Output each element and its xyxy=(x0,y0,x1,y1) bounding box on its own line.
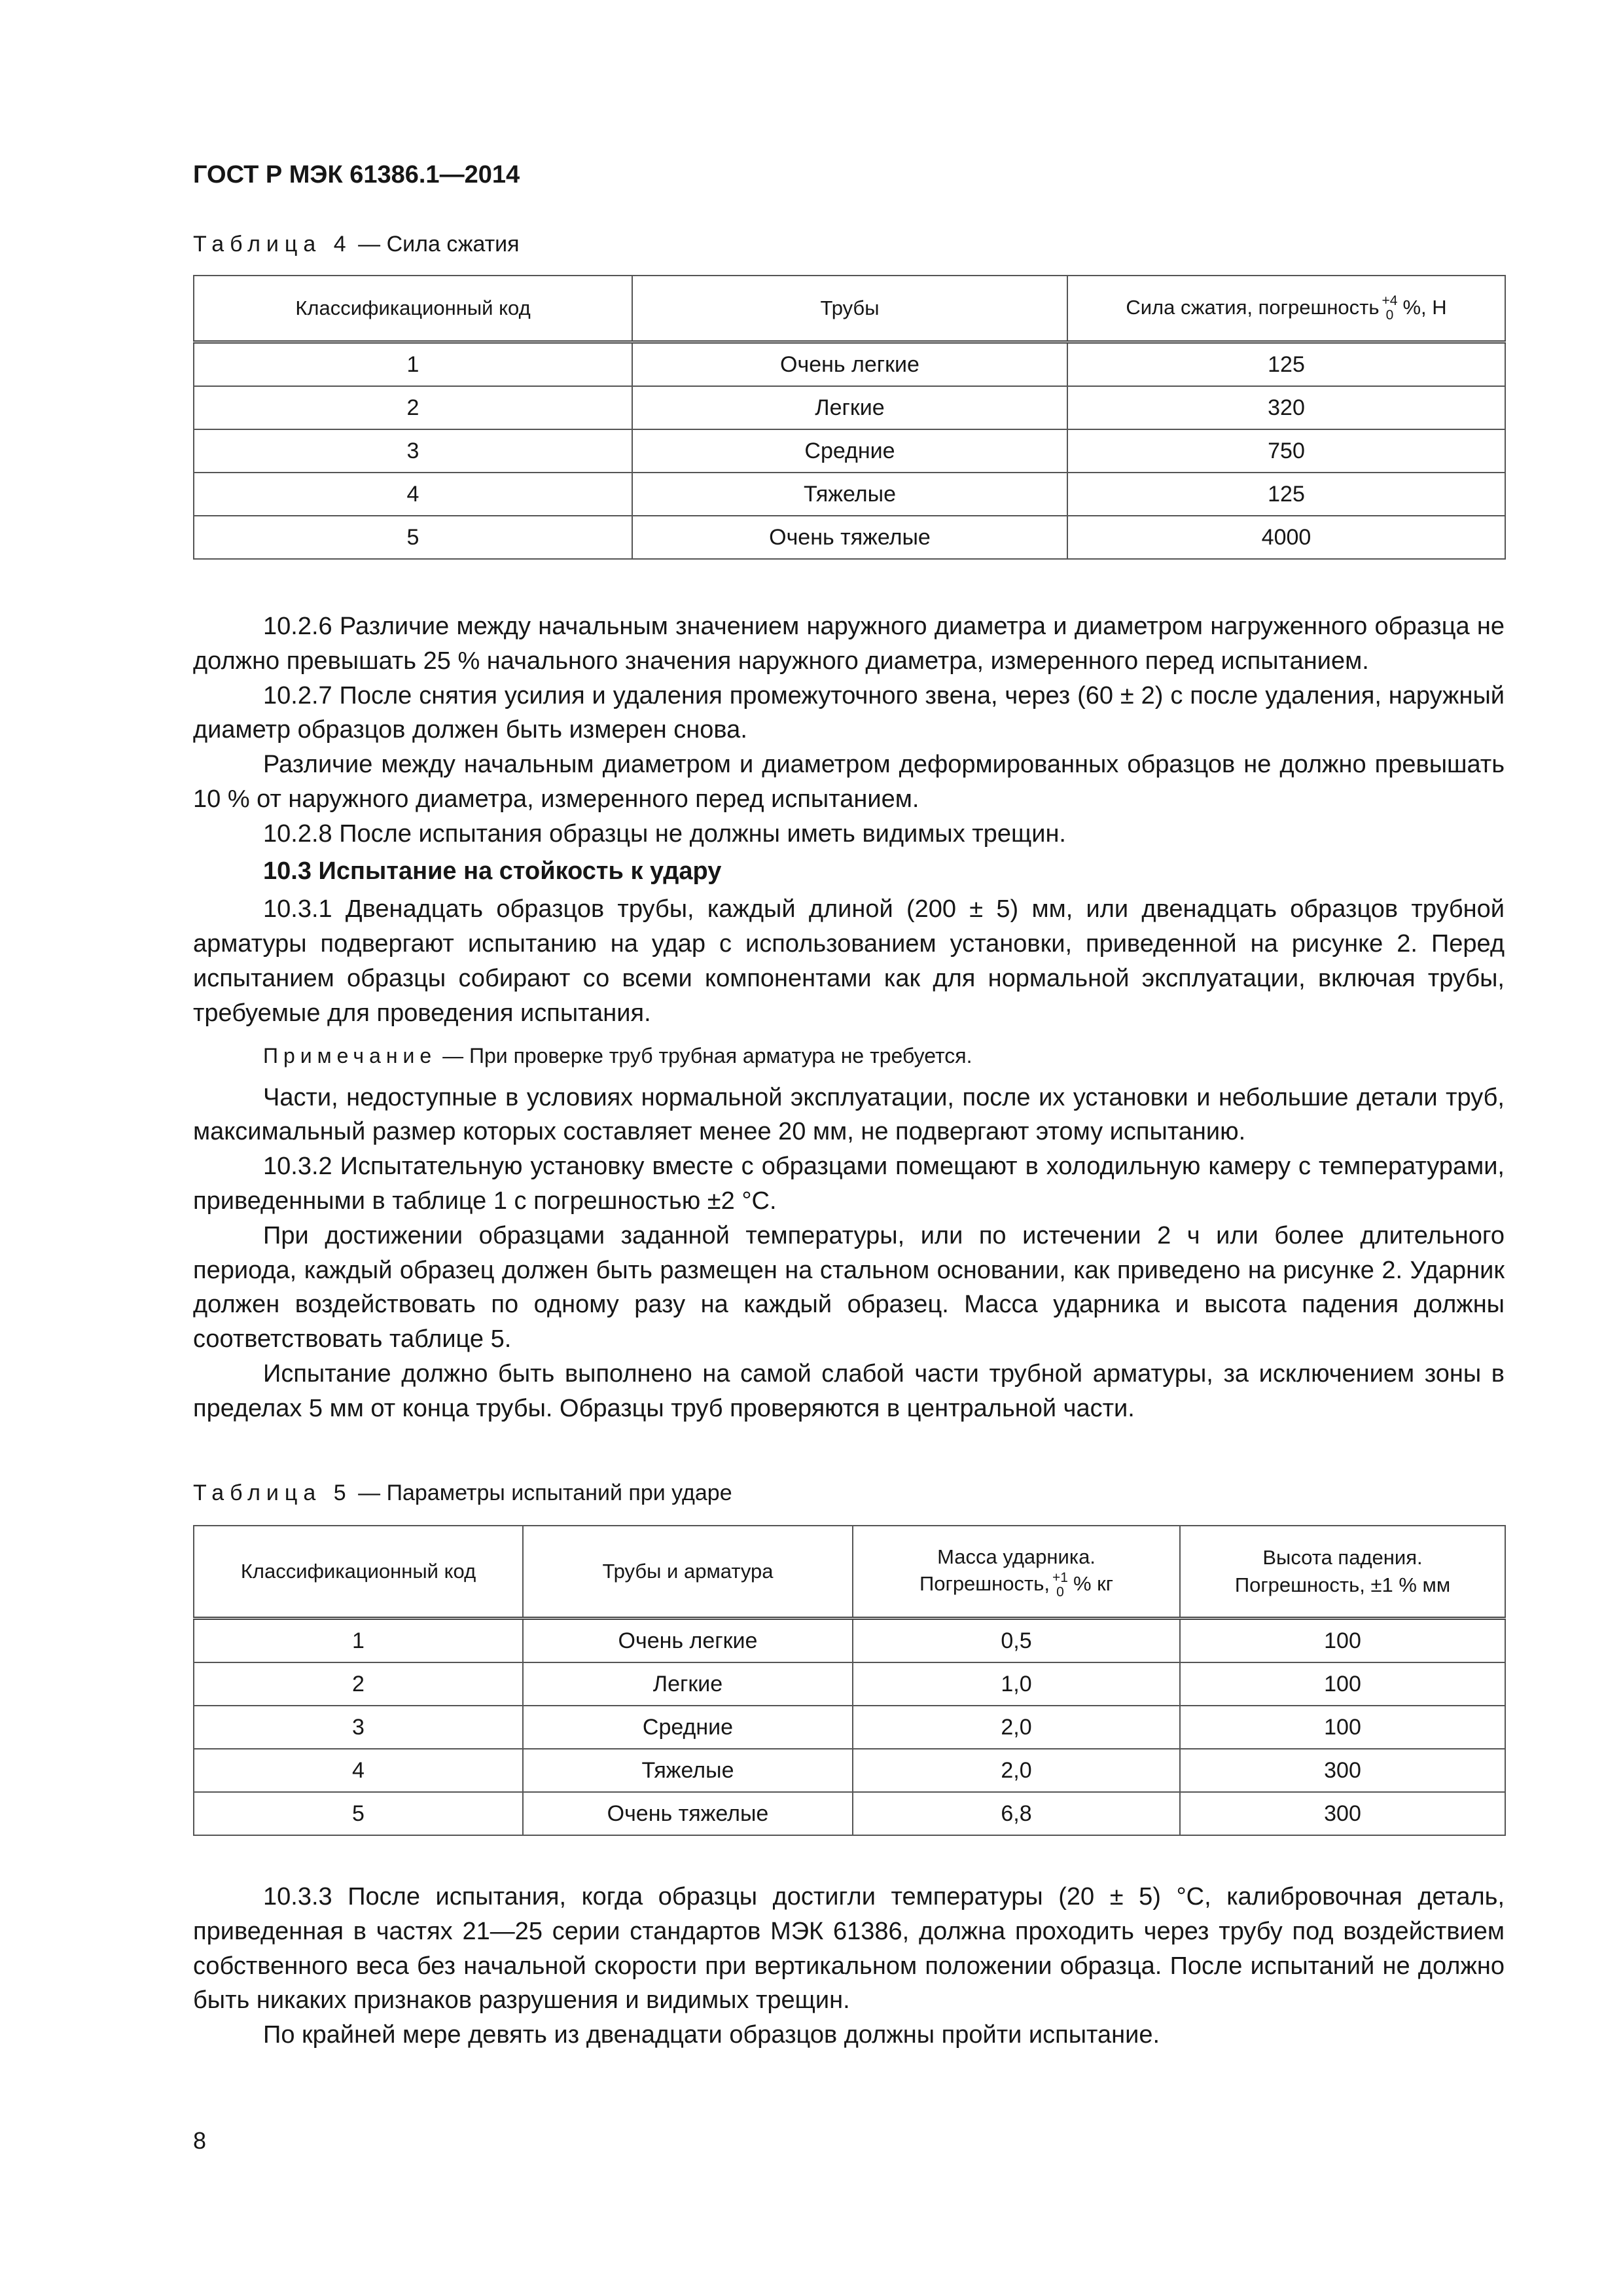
table5-mass-cell: 0,5 xyxy=(853,1619,1180,1663)
table5-type-cell: Средние xyxy=(523,1706,853,1749)
table-row xyxy=(194,1662,1505,1706)
table4-tolerance xyxy=(1382,294,1398,323)
table5-mass-cell: 1,0 xyxy=(853,1662,1180,1706)
table5-caption-dash: — xyxy=(358,1480,381,1505)
table5-code-cell: 3 xyxy=(194,1706,523,1749)
table5-col3-line2 xyxy=(859,1570,1174,1600)
table5-caption-label: Таблица 5 xyxy=(193,1480,352,1505)
table4-type-cell: Очень легкие xyxy=(632,342,1067,387)
table5-tolerance-upper: +1 xyxy=(1052,1570,1068,1586)
table5-caption xyxy=(193,1480,732,1506)
table-row xyxy=(194,342,1505,387)
table5-col-striker-mass xyxy=(853,1526,1180,1619)
compression-force-table xyxy=(193,275,1506,560)
table4-code-cell: 4 xyxy=(194,473,632,516)
note-label: Примечание xyxy=(263,1043,437,1067)
table5-tolerance xyxy=(1052,1571,1068,1600)
table4-tolerance-lower: 0 xyxy=(1385,308,1394,323)
table4-code-cell: 2 xyxy=(194,386,632,429)
impact-test-parameters-table xyxy=(193,1525,1506,1836)
table-row xyxy=(194,473,1505,516)
table-row xyxy=(194,1749,1505,1792)
body-text-section-1 xyxy=(193,609,1505,1426)
paragraph-inaccessible-parts: Части, недоступные в условиях нормальной эксплуатации, после их установки и небольшие детали труб, максимальный размер которых составляет менее 20 мм, не подвергают этому испытанию. xyxy=(193,1083,1505,1146)
table4-force-cell: 4000 xyxy=(1067,516,1505,559)
paragraph-10-2-6: 10.2.6 Различие между начальным значением наружного диаметра и диаметром нагруженного образца не должно превышать 25 % начального значения наружного диаметра, измеренного перед испытанием. xyxy=(193,613,1505,675)
paragraph-10-3-3: 10.3.3 После испытания, когда образцы достигли температуры (20 ± 5) °С, калибровочная деталь, приведенная в частях 21—25 серии стандартов МЭК 61386, должна проходить через трубу под воздействием собственного веса без начальной скорости при вертикальном положении образца. После испытаний не должно быть никаких признаков разрушения и видимых трещин. xyxy=(193,1883,1505,2015)
table4-force-cell: 125 xyxy=(1067,473,1505,516)
table4-col3-unit: %, Н xyxy=(1402,295,1447,319)
table5-mass-cell: 2,0 xyxy=(853,1749,1180,1792)
table-row xyxy=(194,516,1505,559)
table4-force-cell: 750 xyxy=(1067,429,1505,473)
table5-height-cell: 300 xyxy=(1180,1792,1505,1835)
table5-type-cell: Очень тяжелые xyxy=(523,1792,853,1835)
table5-col4-line1: Высота падения. xyxy=(1262,1546,1423,1570)
table5-header-row xyxy=(194,1526,1505,1619)
table5-height-cell: 100 xyxy=(1180,1706,1505,1749)
table-row xyxy=(194,1792,1505,1835)
table5-type-cell: Очень легкие xyxy=(523,1619,853,1663)
table-row xyxy=(194,1619,1505,1663)
paragraph-nine-of-twelve: По крайней мере девять из двенадцати образцов должны пройти испытание. xyxy=(263,2021,1160,2049)
table5-height-cell: 100 xyxy=(1180,1662,1505,1706)
table4-type-cell: Тяжелые xyxy=(632,473,1067,516)
table4-type-cell: Легкие xyxy=(632,386,1067,429)
table4-caption xyxy=(193,232,520,257)
paragraph-diameter-difference: Различие между начальным диаметром и диаметром деформированных образцов не должно превышать 10 % от наружного диаметра, измеренного перед испытанием. xyxy=(193,751,1505,813)
table4-force-cell: 125 xyxy=(1067,342,1505,387)
body-text-section-2 xyxy=(193,1880,1505,2053)
table5-col-classification-code: Классификационный код xyxy=(194,1526,523,1619)
table-row xyxy=(194,386,1505,429)
document-header: ГОСТ Р МЭК 61386.1—2014 xyxy=(193,161,520,188)
table-row xyxy=(194,1706,1505,1749)
table5-col-tubes-fittings: Трубы и арматура xyxy=(523,1526,853,1619)
table5-col3-label: Погрешность, xyxy=(919,1572,1050,1596)
table5-height-cell: 300 xyxy=(1180,1749,1505,1792)
table5-type-cell: Тяжелые xyxy=(523,1749,853,1792)
table5-caption-title: Параметры испытаний при ударе xyxy=(386,1480,732,1505)
table-row xyxy=(194,429,1505,473)
table4-code-cell: 3 xyxy=(194,429,632,473)
table4-tolerance-upper: +4 xyxy=(1382,293,1398,309)
table5-col4-line2: Погрешность, ±1 % мм xyxy=(1234,1573,1451,1596)
table5-code-cell: 5 xyxy=(194,1792,523,1835)
paragraph-10-3-2: 10.3.2 Испытательную установку вместе с образцами помещают в холодильную камеру с температурами, приведенными в таблице 1 с погрешностью ±2 °С. xyxy=(193,1153,1505,1215)
paragraph-10-3-1: 10.3.1 Двенадцать образцов трубы, каждый длиной (200 ± 5) мм, или двенадцать образцов трубной арматуры подвергают испытанию на удар с использованием установки, приведенной на рисунке 2. Перед испытанием образцы собирают со всеми компонентами как для нормальной эксплуатации, включая трубы, требуемые для проведения испытания. xyxy=(193,895,1505,1027)
table5-type-cell: Легкие xyxy=(523,1662,853,1706)
table5-height-cell: 100 xyxy=(1180,1619,1505,1663)
table4-type-cell: Средние xyxy=(632,429,1067,473)
table5-col-drop-height xyxy=(1180,1526,1505,1619)
table4-caption-title: Сила сжатия xyxy=(386,232,520,257)
paragraph-weakest-part: Испытание должно быть выполнено на самой слабой части трубной арматуры, за исключением зоны в пределах 5 мм от конца трубы. Образцы труб проверяются в центральной части. xyxy=(193,1359,1505,1422)
table4-col-tubes: Трубы xyxy=(632,276,1067,342)
paragraph-10-2-8: 10.2.8 После испытания образцы не должны иметь видимых трещин. xyxy=(263,819,1066,848)
table4-caption-label: Таблица 4 xyxy=(193,232,352,257)
table4-col3-text: Сила сжатия, погрешность xyxy=(1126,295,1380,319)
table4-code-cell: 5 xyxy=(194,516,632,559)
table5-code-cell: 2 xyxy=(194,1662,523,1706)
table5-mass-cell: 6,8 xyxy=(853,1792,1180,1835)
note-paragraph xyxy=(193,1040,1505,1071)
table4-force-cell: 320 xyxy=(1067,386,1505,429)
table4-code-cell: 1 xyxy=(194,342,632,387)
table4-caption-dash: — xyxy=(358,232,381,257)
table4-col-compression-force xyxy=(1067,276,1505,342)
section-heading-10-3: 10.3 Испытание на стойкость к удару xyxy=(263,857,722,885)
paragraph-temperature-reached: При достижении образцами заданной температуры, или по истечении 2 ч или более длительного периода, каждый образец должен быть размещен на стальном основании, как приведено на рисунке 2. Ударник должен воздействовать по одному разу на каждый образец. Масса ударника и высота падения должны соответствовать таблице 5. xyxy=(193,1221,1505,1354)
table5-mass-cell: 2,0 xyxy=(853,1706,1180,1749)
page-number: 8 xyxy=(193,2127,207,2154)
paragraph-10-2-7: 10.2.7 После снятия усилия и удаления промежуточного звена, через (60 ± 2) с после удаления, наружный диаметр образцов должен быть измерен снова. xyxy=(193,681,1505,744)
table4-header-row xyxy=(194,276,1505,342)
table5-code-cell: 4 xyxy=(194,1749,523,1792)
table4-type-cell: Очень тяжелые xyxy=(632,516,1067,559)
note-text: — При проверке труб трубная арматура не требуется. xyxy=(437,1043,972,1067)
table5-code-cell: 1 xyxy=(194,1619,523,1663)
table5-col3-unit: % кг xyxy=(1073,1572,1113,1596)
table5-col3-line1: Масса ударника. xyxy=(937,1545,1096,1568)
table4-col-classification-code: Классификационный код xyxy=(194,276,632,342)
table5-tolerance-lower: 0 xyxy=(1056,1585,1064,1600)
